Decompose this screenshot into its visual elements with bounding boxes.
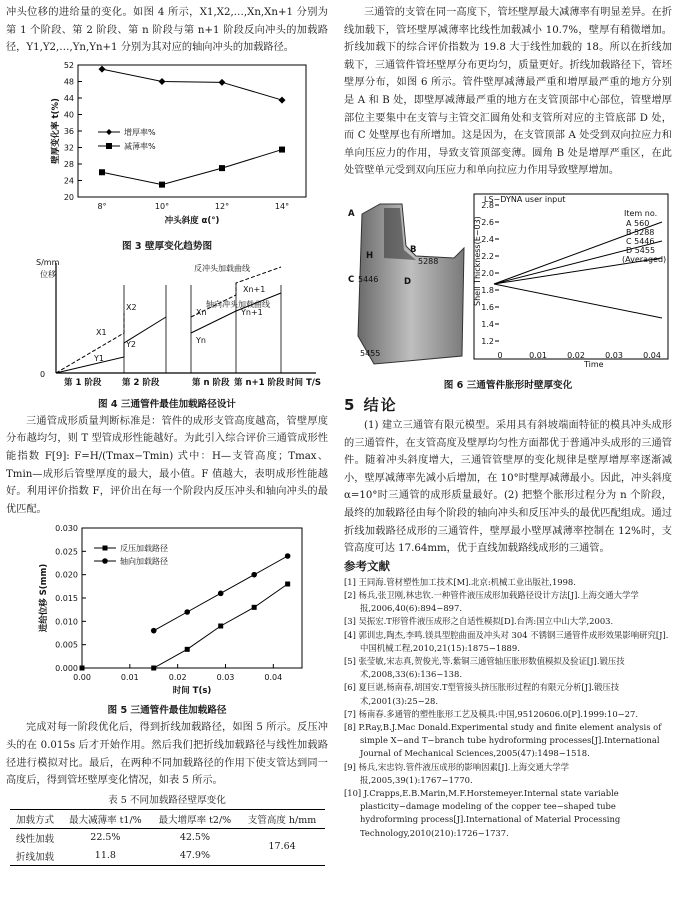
wall-thickness-chart — [6, 57, 328, 232]
legend-marker — [106, 143, 112, 149]
y-tick-label: 32 — [63, 143, 74, 153]
table-cell: 11.8 — [94, 850, 116, 862]
loading-path-diagram — [6, 255, 328, 390]
thickness-change-figure — [344, 186, 672, 371]
reference-item: [1] 王同海.管材塑性加工技术[M].北京:机械工业出版社,1998. — [344, 576, 576, 587]
x-tick-label: 8° — [97, 201, 107, 211]
y-tick-label: 48 — [63, 77, 74, 87]
x-tick-label: 0.01 — [120, 673, 139, 683]
table-cell: 22.5% — [90, 832, 121, 844]
x-tick-label: 0.04 — [264, 673, 283, 683]
series-line — [102, 69, 282, 100]
data-point — [159, 78, 166, 85]
section-title: 5 结论 — [344, 395, 398, 414]
series-line — [82, 584, 288, 668]
data-point — [279, 96, 286, 103]
table-cell: 线性加载 — [16, 833, 55, 845]
axial-curve-stage — [56, 317, 166, 373]
reference-item: [4] 郭训忠,陶杰,李鸣.镁具型腔曲面及冲头对 304 不锈钢三通管件成形效果影响研究[J].中国机械工程,2010,21(15):1875−1889. — [344, 629, 669, 653]
node-label: 5446 — [358, 274, 379, 284]
label-yn1: Yn+1 — [241, 307, 263, 317]
y-axis-label: S/mm — [36, 257, 60, 267]
reference-item: [2] 杨兵,张卫刚,林忠钦.一种管件液压成形加载路径设计方法[J].上海交通大学学报,2006,40(6):894−897. — [344, 589, 639, 614]
reference-item: [7] 杨南春.多通管的塑性胀形工艺及模具:中国,95120606.0[P].1999:10−27. — [344, 708, 638, 719]
x-tick-label: 0.02 — [168, 673, 187, 683]
y-tick-label: 2.4 — [481, 234, 494, 244]
y-tick-label: 2.6 — [481, 217, 494, 227]
figure-3 — [6, 57, 328, 252]
paragraph: 冲头位移的进给量的变化。如图 4 所示，X1,X2,…,Xn,Xn+1 分别为第 1 个阶段、第 2 阶段、第 n 阶段与第 n+1 阶段反向冲头的加载路径，Y1,Y2,…,Yn,Yn+1 分别为其对应的轴向冲头的加载路径。 — [6, 7, 328, 54]
x-axis-label: 冲头斜度 α(°) — [164, 215, 220, 226]
y-axis-label: 壁厚变化率 t(%) — [51, 97, 61, 164]
plot-title: LS−DYNA user input — [484, 194, 566, 204]
x-axis-label: 时间 T(s) — [172, 686, 212, 697]
y-tick-label: 0.020 — [55, 571, 78, 581]
data-point — [219, 79, 226, 86]
legend-item: (Averaged) — [622, 254, 667, 264]
y-tick-label: 0.010 — [55, 617, 78, 627]
data-point — [218, 624, 223, 629]
data-point — [80, 666, 85, 671]
legend-item: C 5446 — [626, 236, 655, 246]
legend-item: D 5455 — [626, 245, 656, 255]
reference-item: [10] J.Crapps,E.B.Marin,M.F.Horstemeyer.Internal state variable plasticity−damage modeling of the copper tee−shaped tube hydroforming process[J].International of Material Processing Technology,2010(210):1726−1737. — [344, 787, 621, 838]
y-tick-label: 24 — [63, 176, 74, 186]
y-tick-label: 1.6 — [481, 302, 494, 312]
legend-reverse: 反冲头加载曲线 — [194, 263, 250, 273]
label-yn: Yn — [196, 335, 206, 345]
x-axis-label: Time — [584, 359, 604, 369]
data-point — [279, 146, 285, 152]
legend-marker — [103, 546, 108, 551]
table-cell: 47.9% — [179, 850, 210, 862]
y-axis-label: 进给位移 S(mm) — [39, 564, 49, 633]
y-tick-label: 1.4 — [481, 319, 494, 329]
legend-label: 轴向加载路径 — [120, 557, 168, 567]
label-xn1: Xn+1 — [243, 284, 266, 294]
figure-4 — [6, 255, 328, 410]
figure-caption: 图 4 三通管件最佳加载路径设计 — [97, 398, 237, 410]
table-header: 加载方式 — [16, 814, 55, 826]
table-5 — [10, 809, 325, 866]
data-point — [151, 628, 157, 634]
conclusion-text: (1) 建立三通管有限元模型。采用具有斜坡端面特征的模具冲头成形的三通管件，在支管高度及壁厚均匀性方面都优于普通冲头成形的三通管件。随着冲头斜度增大，三通管管壁厚的变化规律是壁厚增厚率逐渐减小，壁厚减薄率先减小后增加，在 10°时壁厚减薄最小。因此，冲头斜度 α=10°时三通管的成形质量最好。(2) 把整个胀形过程分为 n 个阶段，最终的加载路径由每个阶段的轴向冲头和反压冲头的最优匹配组成。通过折线加载路径成形的三通管件，壁厚最小壁厚减薄率控制在 12%时，支管高度可达 17.64mm，优于直线加载路线成形的三通管。 — [344, 419, 672, 555]
origin-label: 0 — [40, 369, 46, 379]
legend-item: B 5288 — [626, 227, 655, 237]
plot-frame — [82, 528, 302, 668]
legend-axial: 轴向冲头加载曲线 — [206, 299, 270, 309]
data-point — [99, 169, 105, 175]
reference-item: [9] 杨兵,宋忠钧.管件液压成形的影响因素[J].上海交通大学学报,2005,39(1):1767−1770. — [344, 761, 570, 785]
y-tick-label: 36 — [63, 126, 74, 136]
data-point — [285, 554, 291, 560]
data-point — [151, 666, 156, 671]
y-tick-label: 0.015 — [55, 594, 78, 604]
y-tick-label: 44 — [63, 93, 74, 103]
table-caption: 表 5 不同加载路径壁厚变化 — [108, 794, 226, 806]
x-tick-label: 10° — [154, 201, 170, 211]
table-row — [10, 828, 325, 847]
x-tick-label: 0.00 — [73, 673, 91, 683]
legend-marker — [102, 559, 108, 565]
y-tick-label: 2.2 — [481, 251, 494, 261]
reference-item: [3] 吴振宏.T形管件液压成形之自适性模拟[D].台湾:国立中山大学,2003. — [344, 616, 614, 627]
y-axis-label-2: 位移 — [40, 269, 56, 279]
y-tick-label: 40 — [63, 110, 74, 120]
mark-c: C — [348, 274, 355, 285]
figure-caption: 图 5 三通管件最佳加载路径 — [107, 705, 227, 717]
x-tick-label: 12° — [214, 201, 230, 211]
reference-item: [5] 张莹敏,宋志真,贺俊光,等.紫铜三通管轴压胀形数值模拟及验证[J].锻压技术,2008,33(6):136−138. — [344, 655, 625, 680]
y-tick-label: 0.000 — [55, 664, 78, 674]
stage-label: 第 n 阶段 — [192, 377, 230, 388]
table-cell: 折线加载 — [16, 851, 55, 863]
legend-label: 减薄率% — [124, 141, 156, 151]
references-list — [344, 576, 672, 840]
y-tick-label: 0.005 — [55, 641, 78, 651]
y-tick-label: 0.030 — [55, 524, 78, 534]
plot-frame — [78, 65, 306, 197]
table-cell: 17.64 — [268, 841, 296, 853]
y-tick-label: 52 — [63, 60, 74, 70]
table-header: 支管高度 h/mm — [247, 814, 317, 826]
reference-item: [8] P.Ray,B.J.Mac Donald.Experimental study and finite element analysis of simple X−and T−branch tube hydroforming processes[J].International Journal of Mechanical Sciences,2005(47):1498−1518. — [344, 721, 662, 759]
x-tick-label: 0.01 — [529, 350, 547, 360]
y-tick-label: 0.025 — [55, 547, 78, 557]
right-column — [344, 0, 672, 840]
legend-label: 增厚率% — [124, 127, 156, 137]
x-tick-label: 0 — [497, 350, 503, 360]
mark-a: A — [348, 208, 355, 219]
stage-label: 第 n+1 阶段 — [234, 377, 285, 388]
data-point — [99, 65, 106, 72]
table-cell: 42.5% — [179, 832, 210, 844]
figure-caption: 图 3 壁厚变化趋势图 — [121, 240, 213, 252]
y-tick-label: 1.8 — [481, 285, 494, 295]
label-y2: Y2 — [126, 339, 136, 349]
mark-h: H — [366, 250, 374, 261]
label-xn: Xn — [196, 307, 207, 317]
mark-d: D — [404, 276, 412, 287]
node-label: 5288 — [418, 256, 439, 266]
reverse-curve-stage — [56, 313, 124, 373]
x-tick-label: 0.02 — [567, 350, 585, 360]
figure-6 — [344, 186, 672, 391]
best-loading-path-chart — [6, 518, 328, 696]
x-tick-label: 14° — [274, 201, 290, 211]
legend-label: 反压加载路径 — [120, 544, 168, 554]
figure-caption: 图 6 三通管件胀形时壁厚变化 — [443, 379, 573, 391]
data-point — [285, 582, 290, 587]
x-tick-label: 0.04 — [643, 350, 661, 360]
data-point — [219, 165, 225, 171]
y-tick-label: 28 — [63, 159, 74, 169]
label-x1: X1 — [96, 327, 107, 337]
left-column — [6, 0, 328, 866]
data-point — [184, 610, 190, 616]
y-tick-label: 20 — [63, 192, 74, 202]
legend-title: Item no. — [624, 208, 658, 218]
y-tick-label: 2.8 — [481, 200, 494, 210]
mark-b: B — [410, 244, 417, 255]
node-label: 5455 — [360, 348, 381, 358]
table-header: 最大减薄率 t1/% — [69, 814, 142, 826]
y-axis-label: Shell Thickness(E−03) — [473, 216, 482, 306]
references-title: 参考文献 — [344, 558, 390, 573]
table-header: 最大增厚率 t2/% — [158, 814, 232, 826]
stage-label: 第 2 阶段 — [122, 377, 160, 388]
legend-item: A 560 — [626, 218, 650, 228]
legend-marker — [106, 129, 112, 135]
data-point — [251, 572, 257, 578]
data-point — [159, 181, 165, 187]
label-y1: Y1 — [94, 353, 104, 363]
paragraph: 完成对每一阶段优化后，得到折线加载路径，如图 5 所示。反压冲头的在 0.015s 后才开始作用。然后我们把折线加载路径与线性加载路径进行模拟对比。最后，在两种不同加载路径的作用下使支管达到同一高度后，得到管坯壁厚变化情况，如表 5 所示。 — [6, 722, 328, 787]
stage-label: 第 1 阶段 — [64, 377, 102, 388]
y-tick-label: 2.0 — [481, 268, 494, 278]
x-tick-label: 0.03 — [605, 350, 623, 360]
data-point — [252, 605, 257, 610]
x-axis-label: 时间 T/S — [286, 377, 321, 388]
y-tick-label: 1.2 — [481, 336, 494, 346]
data-point — [185, 647, 190, 652]
data-point — [218, 591, 224, 597]
series-line — [102, 149, 282, 184]
paragraph: 三通管的支管在同一高度下，管坯壁厚最大减薄率有明显差异。在折线加载下，管坯壁厚减薄率比线性加载减小 10.7%，壁厚有稍微增加。折线加载下的综合评价指数为 19.8 大于线性加载的 18。所以在折线加载下，三通管件管坯壁厚分布更均匀，质量更好。折线加载路径下，管坯壁厚分布，如图 6 所示。管件壁厚减薄最严重和增厚最严重的地方分别是 A 和 B 处，即壁厚减薄最严重的地方在支管顶部中心部位，管壁增厚部位主要集中在支管与主管交汇圆角处和支管所对应的主管底部 D 处，而 C 处壁厚也有所增加。这是因为，在支管顶部 A 处受到双向拉应力和单向压应力的作用，导致支管顶部变薄。圆角 B 处是增厚严重区，在此处管壁单元受到双向压应力和单向拉应力作用导致壁厚增加。 — [344, 7, 672, 177]
x-tick-label: 0.03 — [216, 673, 235, 683]
figure-5 — [6, 518, 328, 716]
paragraph: 三通管成形质量判断标准是：管件的成形支管高度越高，管壁厚度分布越均匀，则 T 型管成形性能越好。为此引入综合评价三通管成形性能指数 F[9]: F=H/(Tmax−Tmin) 式中：H—支管高度；Tmax、Tmin—成形后管壁厚度的最大，最小值。F 值越大，表明成形性能越好。利用评价指数 F，评价出在每一个阶段内反压冲头和轴向冲头的最优匹配。 — [6, 415, 328, 515]
reference-item: [6] 夏巨谌,杨南春,胡国安.T型管接头挤压胀形过程的有限元分析[J].锻压技术,2001(3):25−28. — [344, 682, 620, 706]
label-x2: X2 — [126, 302, 137, 312]
